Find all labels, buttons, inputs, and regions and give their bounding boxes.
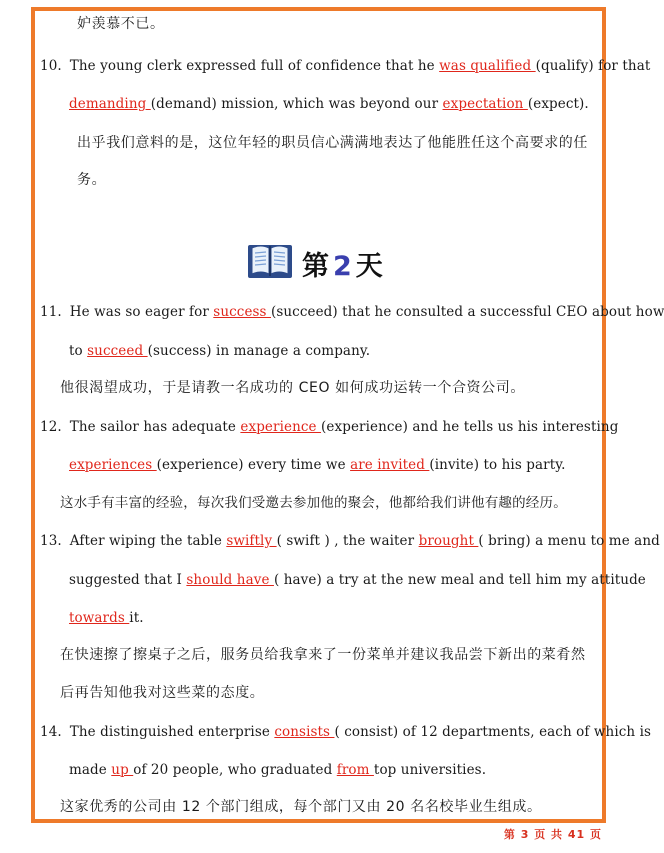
day-title <box>302 244 383 283</box>
sentence-13-translation-line-1: 在快速擦了擦桌子之后，服务员给我拿来了一份菜单并建议我品尝下新出的菜肴然 <box>60 647 586 663</box>
text: top universities. <box>373 762 487 778</box>
page-number: 第 3 页 共 41 页 <box>503 828 602 841</box>
text: He was so eager for <box>69 304 214 320</box>
sentence-10-translation-line-2: 务。 <box>77 172 107 188</box>
sentence-14-line-2 <box>69 760 486 780</box>
text: The distinguished enterprise <box>69 724 275 740</box>
sentence-13-line-2 <box>69 570 646 590</box>
sentence-13-translation-line-2: 后再告知他我对这些菜的态度。 <box>60 685 265 701</box>
text: ( swift ) , the waiter <box>276 533 419 549</box>
text: made <box>69 762 112 778</box>
sentence-13-line-3 <box>69 608 144 628</box>
sentence-10-line-1 <box>40 56 650 76</box>
text: (invite) to his party. <box>429 457 566 473</box>
answer-blank: expectation <box>442 96 528 112</box>
answer-blank: demanding <box>69 96 151 112</box>
answer-blank: brought <box>418 533 479 549</box>
answer-blank: should have <box>186 572 274 588</box>
chinese-translation-fragment: 妒羡慕不已。 <box>77 16 165 32</box>
answer-blank: experiences <box>69 457 157 473</box>
day-number: 2 <box>333 251 352 282</box>
sentence-10-translation-line-1: 出乎我们意料的是，这位年轻的职员信心满满地表达了他能胜任这个高要求的任 <box>77 135 588 151</box>
answer-blank: are invited <box>350 457 430 473</box>
day-prefix: 第 <box>302 251 329 282</box>
day-suffix: 天 <box>355 251 383 282</box>
text: After wiping the table <box>69 533 227 549</box>
answer-blank: success <box>213 304 271 320</box>
text: (success) in manage a company. <box>147 343 371 359</box>
text: (expect). <box>527 96 589 112</box>
item-number: 14. <box>40 724 62 740</box>
answer-blank: up <box>111 762 134 778</box>
answer-blank: was qualified <box>439 58 536 74</box>
item-number: 11. <box>40 304 62 320</box>
item-number: 13. <box>40 533 62 549</box>
answer-blank: experience <box>240 419 322 435</box>
answer-blank: succeed <box>87 343 148 359</box>
text: The sailor has adequate <box>69 419 241 435</box>
text: (qualify) for that <box>535 58 651 74</box>
text: (experience) every time we <box>156 457 351 473</box>
answer-blank: swiftly <box>226 533 277 549</box>
open-book-icon <box>246 242 294 280</box>
sentence-11-line-1 <box>40 302 664 322</box>
text: (experience) and he tells us his interesting <box>321 419 619 435</box>
sentence-14-line-1 <box>40 722 651 742</box>
text: it. <box>129 610 144 626</box>
text: (demand) mission, which was beyond our <box>150 96 443 112</box>
text: of 20 people, who graduated <box>133 762 337 778</box>
text: ( bring) a menu to me and <box>478 533 660 549</box>
sentence-13-line-1 <box>40 531 660 551</box>
text: suggested that I <box>69 572 187 588</box>
item-number: 12. <box>40 419 62 435</box>
text: (succeed) that he consulted a successful CEO about how <box>270 304 664 320</box>
sentence-14-translation: 这家优秀的公司由 12 个部门组成，每个部门又由 20 名名校毕业生组成。 <box>60 799 542 815</box>
sentence-10-line-2 <box>69 94 589 114</box>
sentence-12-line-2 <box>69 455 566 475</box>
text: to <box>69 343 88 359</box>
sentence-11-translation: 他很渴望成功，于是请教一名成功的 CEO 如何成功运转一个合资公司。 <box>60 380 525 396</box>
answer-blank: towards <box>69 610 130 626</box>
sentence-12-line-1 <box>40 417 618 437</box>
text: The young clerk expressed full of confidence that he <box>69 58 440 74</box>
sentence-11-line-2 <box>69 341 370 361</box>
answer-blank: from <box>336 762 374 778</box>
text: ( have) a try at the new meal and tell him my attitude <box>273 572 646 588</box>
text: ( consist) of 12 departments, each of which is <box>334 724 652 740</box>
answer-blank: consists <box>274 724 335 740</box>
sentence-12-translation: 这水手有丰富的经验，每次我们受邀去参加他的聚会，他都给我们讲他有趣的经历。 <box>60 495 567 511</box>
item-number: 10. <box>40 58 62 74</box>
